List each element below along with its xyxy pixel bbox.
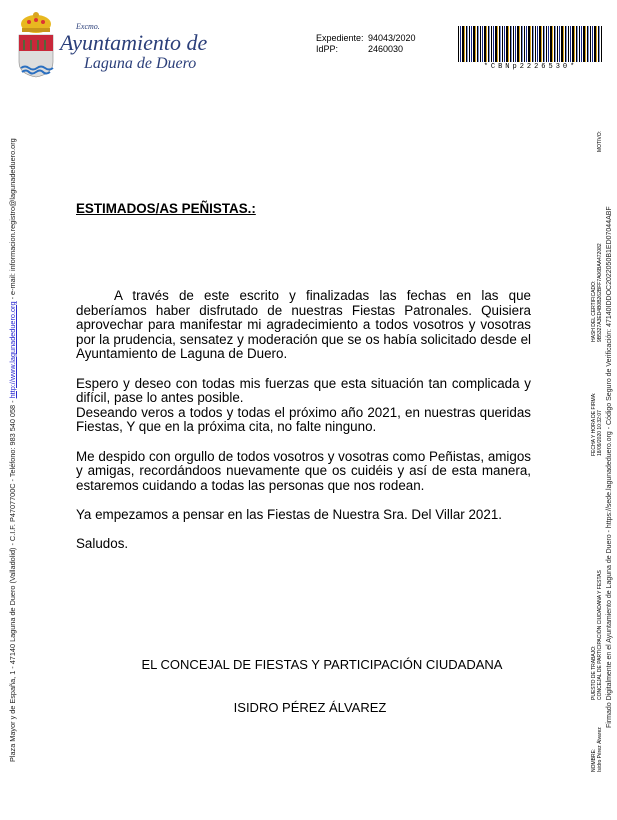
puesto-block	[592, 570, 603, 700]
fecha-label: FECHA Y HORA DE FIRMA:	[591, 392, 597, 456]
nombre-value: Isidro Pérez Álvarez	[596, 727, 603, 772]
logo-line2: Laguna de Duero	[84, 55, 197, 72]
greeting: ESTIMADOS/AS PEÑISTAS.:	[76, 201, 256, 216]
hash-value: 9B5327A3ED4B0B262BFF7A06BAA472082	[596, 243, 603, 342]
motivo-label: MOTIVO:	[597, 130, 603, 152]
email-text: - e-mail: informacion.registro@lagunadeduero.org	[8, 138, 17, 302]
paragraph: Me despido con orgullo de todos vosotros y vosotras como Peñistas, amigos y amigas, recordándoos nuevamente que os cuidéis y así de esta manera, estaremos cuidando a todas las personas que nos rodean.	[76, 448, 531, 493]
nombre-block	[592, 727, 603, 772]
barcode-text: *CBNp2226530*	[483, 63, 578, 71]
puesto-value: CONCEJAL DE PARTICIPACIÓN CIUDADANA Y FESTAS	[596, 570, 603, 700]
letter-body	[76, 289, 531, 566]
paragraph: Saludos.	[76, 536, 129, 552]
signature-name: ISIDRO PÉREZ ÁLVAREZ	[233, 700, 387, 715]
address-footer	[8, 138, 17, 762]
website-link[interactable]: http://www.lagunadeduero.org	[8, 301, 17, 399]
digital-signature-note: Firmado Digitalmente en el Ayuntamiento de Laguna de Duero - https://sede.lagunadeduero.org - Código Seguro de Verificación: 47140IDDOC2022050B1ED07044ABF	[606, 206, 613, 728]
hash-label: HASH DEL CERTIFICADO:	[591, 280, 597, 342]
idpp-value: 2460030	[368, 44, 404, 54]
expediente-value: 94043/2020	[368, 33, 416, 43]
puesto-label: PUESTO DE TRABAJO:	[591, 645, 597, 700]
paragraph: Espero y deseo con todas mis fuerzas que esta situación tan complicada y difícil, pase lo antes posible.	[76, 375, 531, 406]
logo-line1: Ayuntamiento de	[60, 30, 208, 55]
fecha-value: 18/09/2020 10:32:07	[596, 410, 603, 456]
fecha-block	[592, 393, 603, 456]
barcode	[458, 26, 603, 62]
expediente-label: Expediente:	[316, 33, 364, 43]
paragraph: A través de este escrito y finalizadas las fechas en las que deberíamos haber disfrutado de nuestras Fiestas Patronales. Quisiera aprovechar para manifestar mi agradecimiento a todos vosotros y vosotras por la prudencia, sensatez y moderación que se os había solicitado desde el Ayuntamiento de Laguna de Duero.	[76, 288, 531, 362]
paragraph: Deseando veros a todos y todas el próximo año 2021, en nuestras queridas Fiestas, Y que en la próxima cita, no falte ninguno.	[76, 404, 531, 435]
idpp-label: IdPP:	[316, 44, 339, 54]
paragraph: Ya empezamos a pensar en las Fiestas de Nuestra Sra. Del Villar 2021.	[76, 506, 502, 522]
hash-block	[592, 243, 603, 342]
municipal-coat-of-arms	[16, 10, 56, 78]
logo-excmo: Excmo.	[76, 22, 100, 31]
signature-title: EL CONCEJAL DE FIESTAS Y PARTICIPACIÓN CIUDADANA	[141, 657, 503, 672]
nombre-label: NOMBRE:	[591, 748, 597, 772]
address-text: Plaza Mayor y de España, 1 - 47140 Laguna de Duero (Valladolid) - C.I.F. P4707700C - Teléfono: 983 540 058 -	[8, 398, 17, 762]
